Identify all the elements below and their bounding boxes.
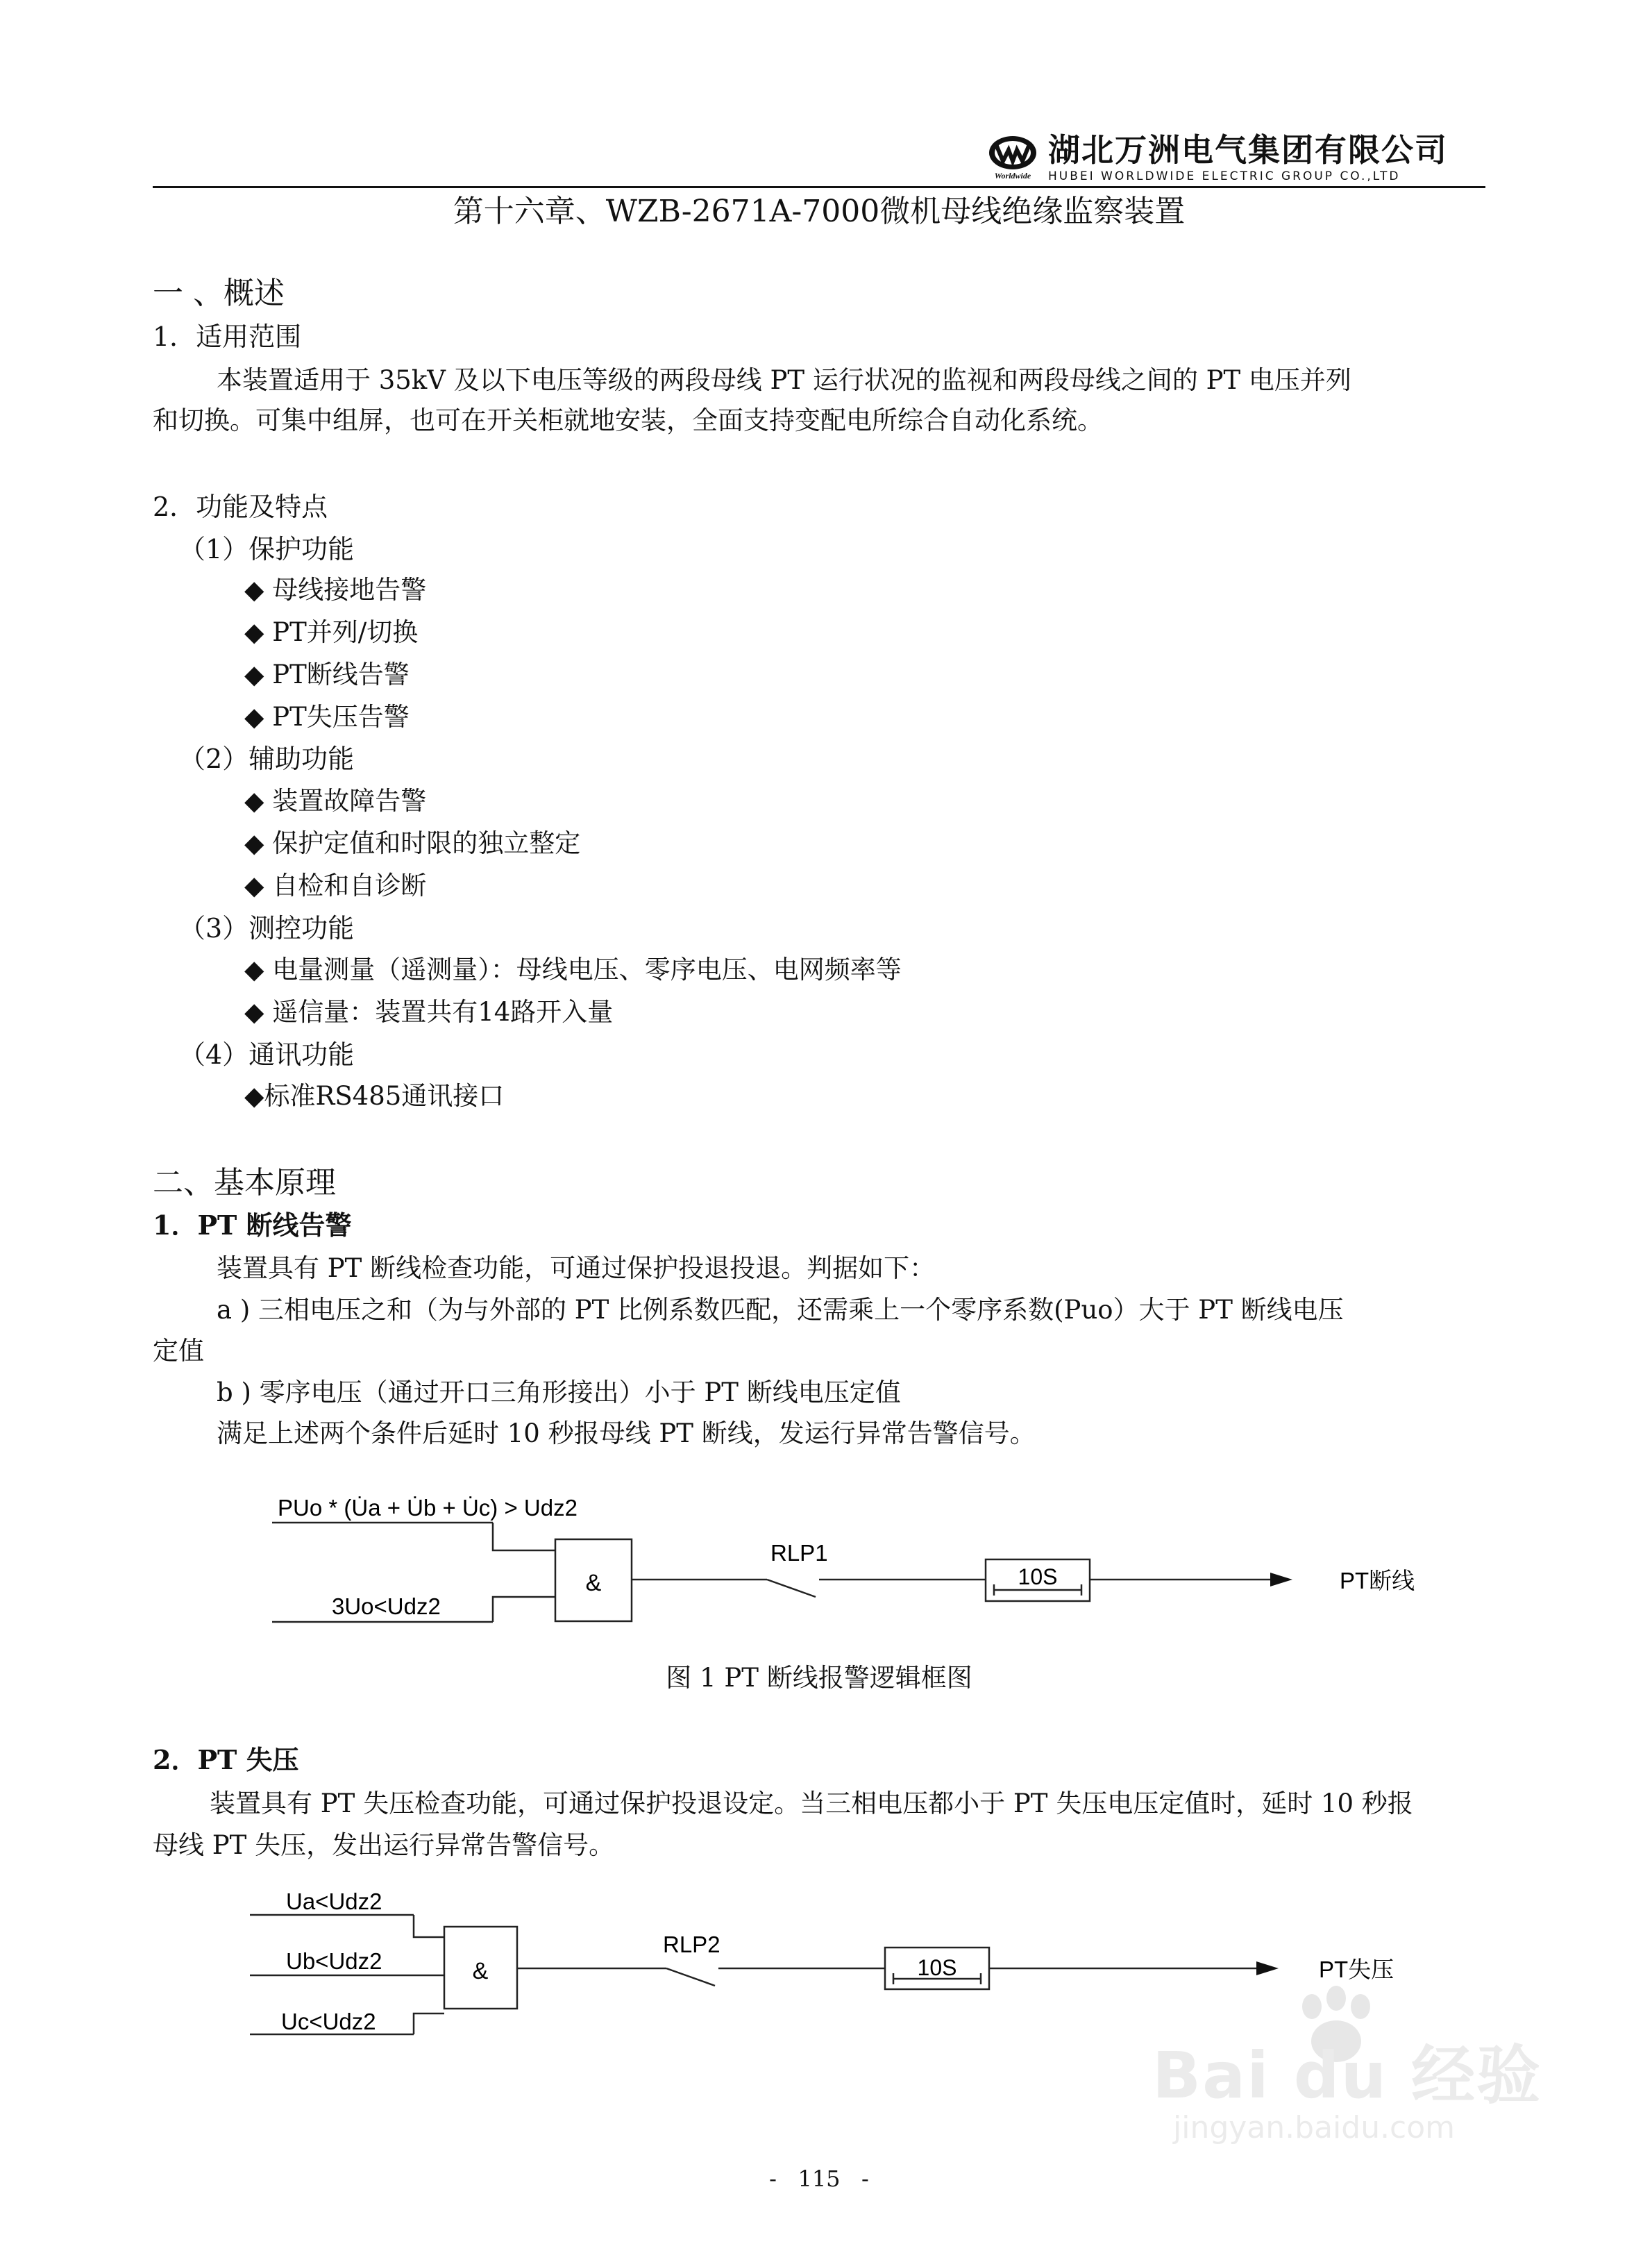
section1-heading: 一 、概述 (153, 276, 285, 311)
list-item: ◆标准RS485通讯接口 (244, 1081, 505, 1111)
d2-timer-label: 10S (917, 1955, 957, 1980)
list-item: ◆ PT并列/切换 (244, 617, 419, 647)
list-item: ◆ 遥信量：装置共有14路开入量 (244, 997, 614, 1027)
group1-title: （1）保护功能 (179, 534, 355, 564)
arrow-icon (1256, 1961, 1279, 1975)
d1-gate-label: & (585, 1570, 602, 1596)
watermark-brand: Bai du 经验 (1152, 2038, 1542, 2113)
section2-sub2-heading: 2．PT 失压 (153, 1744, 299, 1775)
s2-line2: a ) 三相电压之和（为与外部的 PT 比例系数匹配，还需乘上一个零序系数(Puo）大于 PT 断线电压 (217, 1295, 1344, 1325)
company-name-en: HUBEI WORLDWIDE ELECTRIC GROUP CO.,LTD (1048, 169, 1401, 183)
s2-line3: 定值 (153, 1336, 204, 1366)
list-item: ◆ 母线接地告警 (244, 575, 427, 605)
d2-input3-label: Uc<Udz2 (281, 2009, 376, 2034)
list-item: ◆ 保护定值和时限的独立整定 (244, 828, 581, 858)
watermark-url: jingyan.baidu.com (1173, 2110, 1456, 2145)
d1-output-label: PT断线 (1340, 1568, 1415, 1593)
list-item: ◆ 装置故障告警 (244, 786, 427, 816)
list-item: ◆ PT断线告警 (244, 660, 410, 689)
d1-timer-label: 10S (1018, 1564, 1058, 1589)
list-item: ◆ 电量测量（遥测量）：母线电压、零序电压、电网频率等 (244, 955, 902, 985)
list-item: ◆ PT失压告警 (244, 702, 410, 732)
d1-input2-label: 3Uo<Udz2 (332, 1593, 441, 1619)
s2b-line2: 母线 PT 失压，发出运行异常告警信号。 (153, 1830, 615, 1860)
watermark (1138, 1986, 1569, 2145)
section1-para-line2: 和切换。可集中组屏，也可在开关柜就地安装，全面支持变配电所综合自动化系统。 (153, 405, 1103, 435)
chapter-title: 第十六章、WZB-2671A-7000微机母线绝缘监察装置 (453, 194, 1186, 229)
d2-gate-label: & (472, 1958, 489, 1984)
section1-para-line1: 本装置适用于 35kV 及以下电压等级的两段母线 PT 运行状况的监视和两段母线之间的 PT 电压并列 (217, 365, 1351, 395)
s2-line5: 满足上述两个条件后延时 10 秒报母线 PT 断线，发运行异常告警信号。 (217, 1418, 1036, 1448)
section1-sub1-heading: 1．适用范围 (153, 321, 302, 352)
s2-line4: b ) 零序电压（通过开口三角形接出）小于 PT 断线电压定值 (217, 1378, 901, 1407)
logo-caption: Worldwide (994, 171, 1031, 181)
page-number: - 115 - (769, 2166, 869, 2192)
d1-switch-label: RLP1 (770, 1540, 828, 1566)
switch-rlp2 (666, 1968, 715, 1986)
d2-switch-label: RLP2 (663, 1932, 720, 1957)
d2-output-label: PT失压 (1319, 1957, 1394, 1982)
group4-title: （4）通讯功能 (179, 1039, 355, 1070)
company-name: 湖北万洲电气集团有限公司 (1048, 131, 1448, 169)
section2-heading: 二、基本原理 (153, 1165, 336, 1200)
d2-input2-label: Ub<Udz2 (286, 1948, 382, 1974)
group3-title: （3）测控功能 (179, 913, 355, 944)
section2-sub1-heading: 1．PT 断线告警 (153, 1209, 352, 1241)
section1-sub2-heading: 2．功能及特点 (153, 492, 328, 522)
d1-input1-label: PUo * (U̇a + U̇b + U̇c) > Udz2 (278, 1495, 578, 1521)
s2b-line1: 装置具有 PT 失压检查功能，可通过保护投退设定。当三相电压都小于 PT 失压电压定值时，延时 10 秒报 (210, 1789, 1413, 1818)
diagram1-caption: 图 1 PT 断线报警逻辑框图 (666, 1663, 972, 1693)
list-item: ◆ 自检和自诊断 (244, 871, 427, 901)
s2-line1: 装置具有 PT 断线检查功能，可通过保护投退投退。判据如下： (217, 1253, 936, 1283)
group2-title: （2）辅助功能 (179, 744, 355, 774)
d2-input1-label: Ua<Udz2 (286, 1889, 382, 1914)
